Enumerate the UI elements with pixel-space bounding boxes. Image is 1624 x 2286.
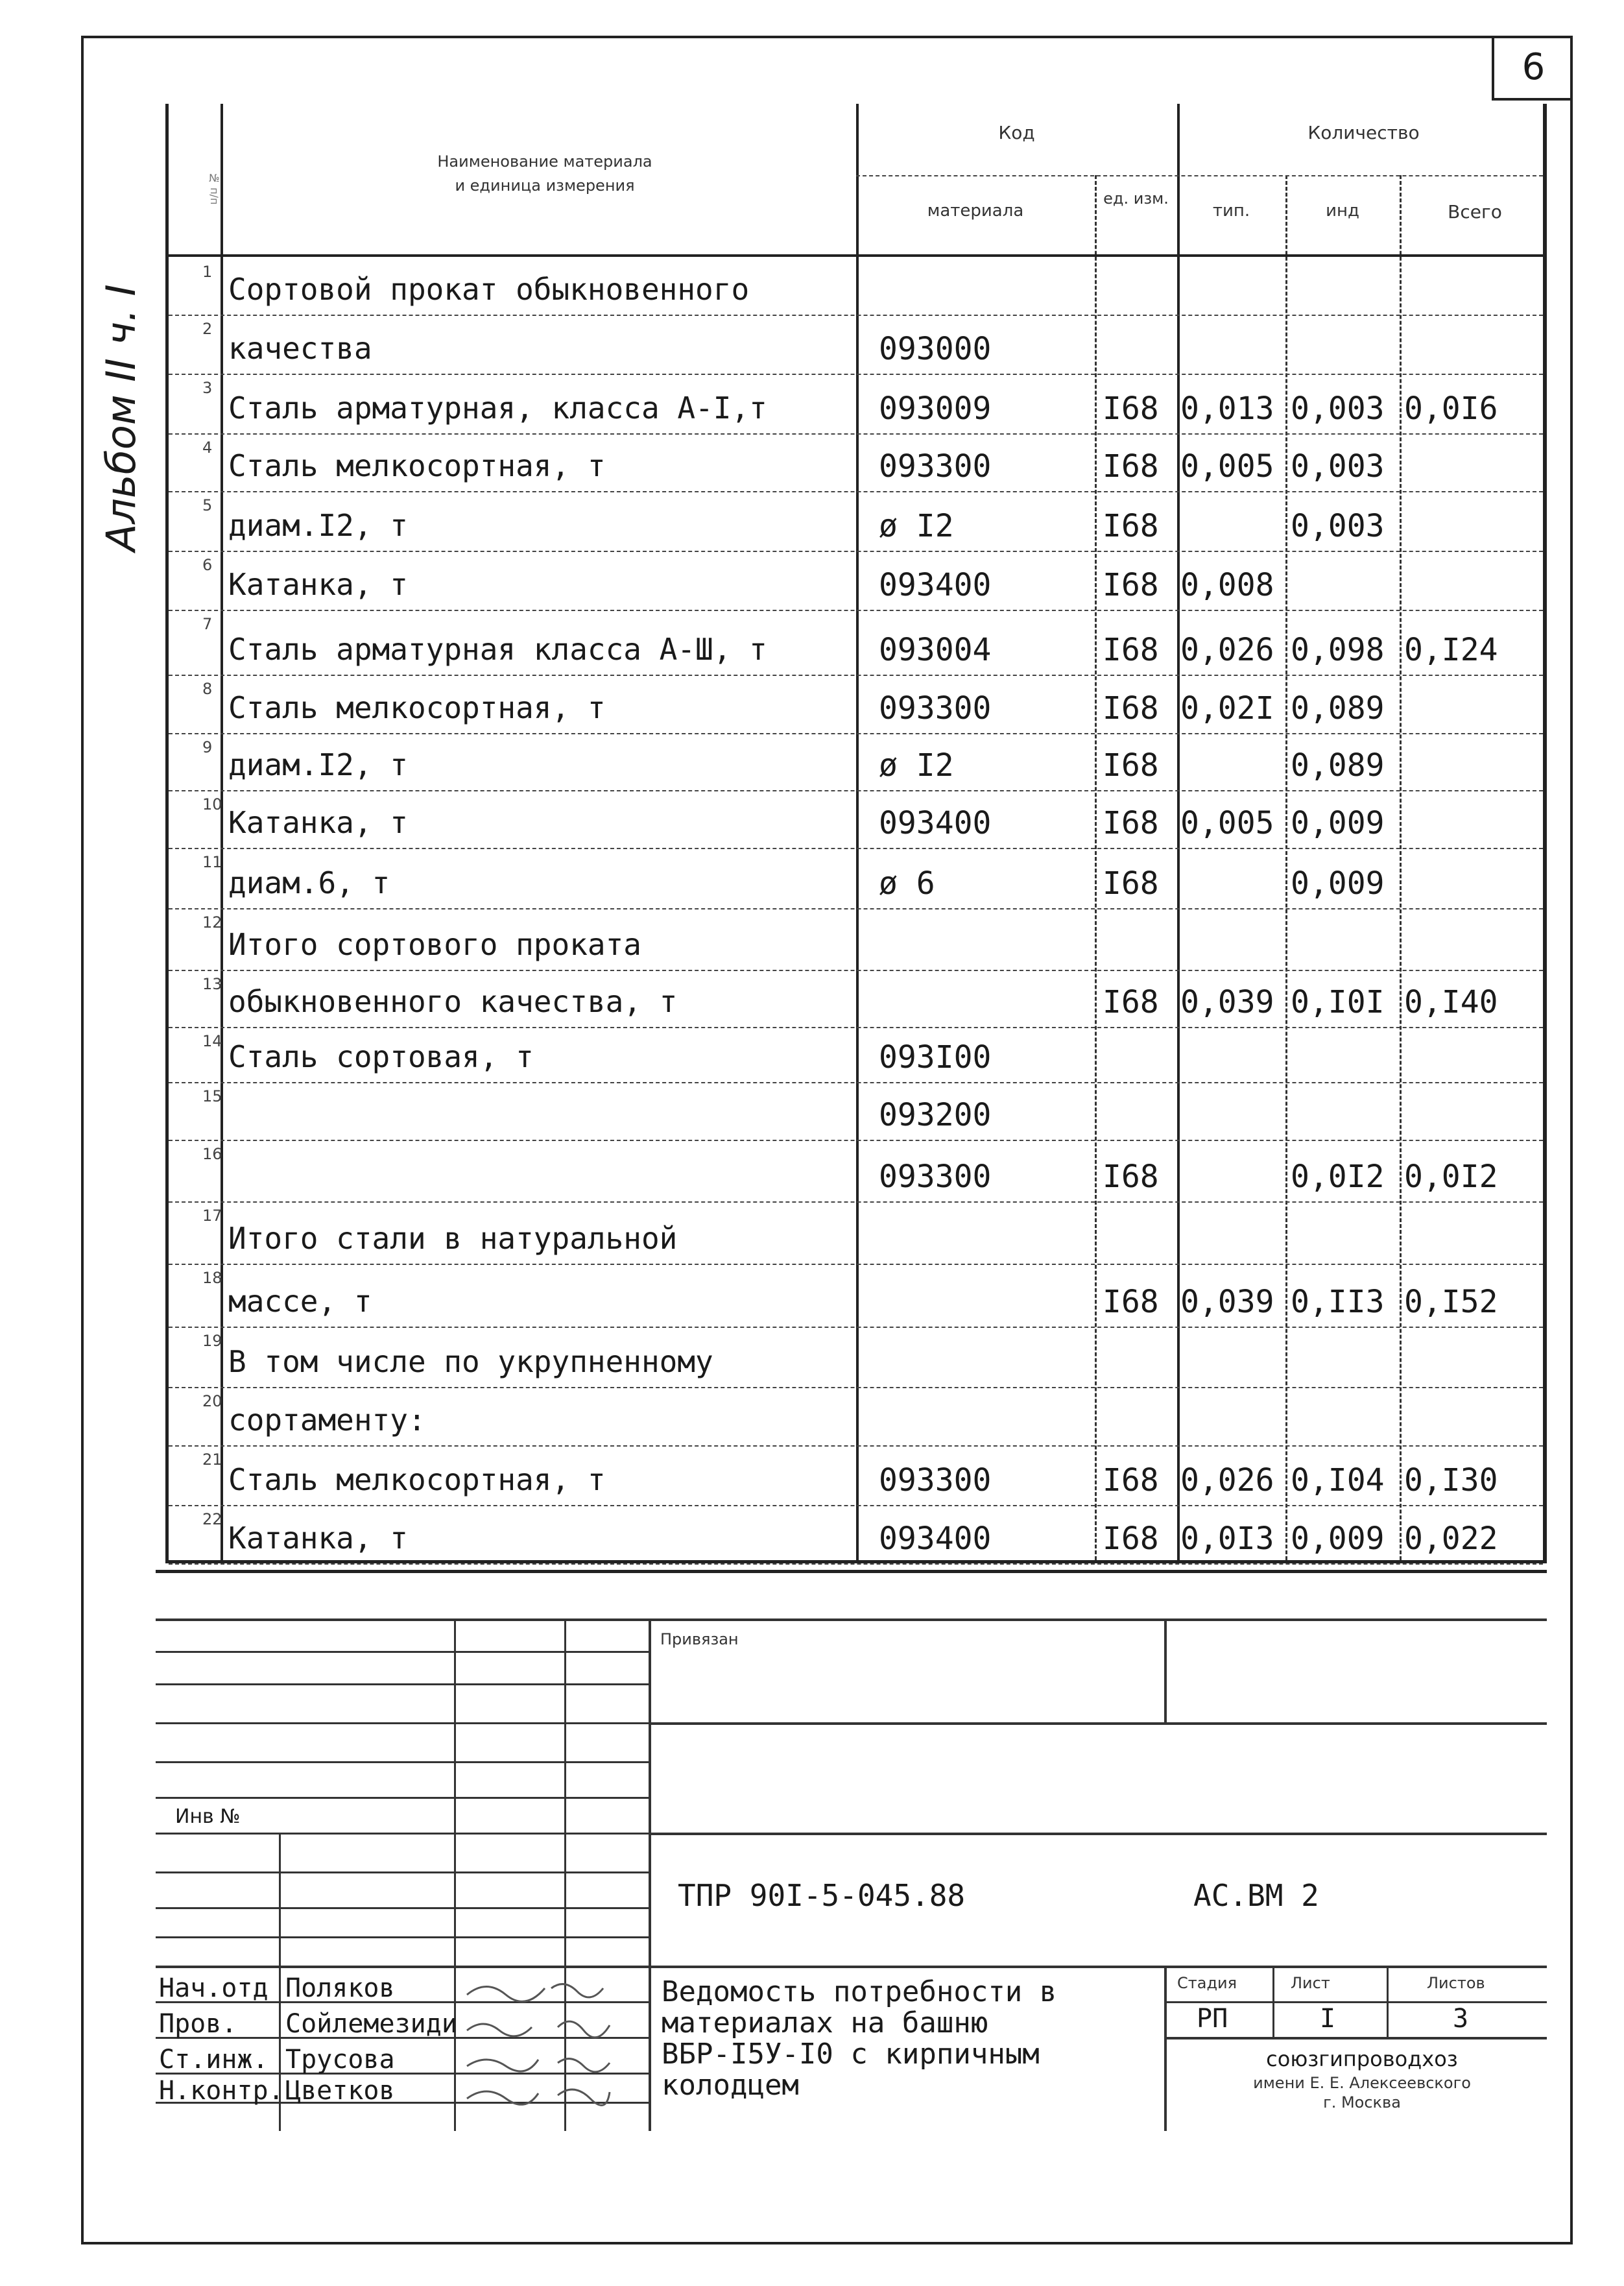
cell-unit: I68: [1103, 448, 1159, 485]
stamp-line: [649, 1966, 1547, 1968]
cell-name: обыкновенного качества, т: [228, 984, 678, 1019]
cell-unit: I68: [1103, 567, 1159, 603]
cell-ind: 0,009: [1291, 865, 1385, 902]
cell-typ: 0,02I: [1180, 690, 1274, 727]
cell-code: 093000: [879, 331, 992, 367]
cell-total: 0,0I6: [1404, 391, 1498, 427]
cell-ind: 0,003: [1291, 448, 1385, 485]
cell-name: Итого стали в натуральной: [228, 1221, 678, 1256]
stage-label: Стадия: [1177, 1974, 1237, 1992]
name-header-1: Наименование материала: [437, 152, 652, 171]
row-number: 2: [202, 320, 213, 338]
cell-name: диам.I2, т: [228, 508, 408, 543]
tied-label: Привязан: [660, 1630, 739, 1648]
stamp-vline: [1272, 1966, 1274, 2037]
col-line: [856, 104, 859, 1560]
album-label: Альбом II ч. I: [97, 284, 145, 551]
cell-unit: I68: [1103, 805, 1159, 841]
row-number: 21: [202, 1450, 222, 1469]
cell-name: сортаменту:: [228, 1402, 426, 1438]
row-line: [169, 551, 1543, 552]
stamp-line: [156, 1966, 649, 1968]
stamp-line: [156, 1833, 649, 1835]
cell-unit: I68: [1103, 508, 1159, 544]
stamp-line: [156, 1936, 649, 1938]
cell-total: 0,I52: [1404, 1284, 1498, 1320]
cell-unit: I68: [1103, 747, 1159, 784]
cell-ind: 0,003: [1291, 508, 1385, 544]
row-line: [169, 1140, 1543, 1141]
cell-code: 093I00: [879, 1039, 992, 1076]
cell-ind: 0,089: [1291, 747, 1385, 784]
row-number: 8: [202, 680, 213, 698]
row-line: [169, 733, 1543, 734]
stamp-line: [649, 1722, 1547, 1725]
cell-code: ø 6: [879, 865, 935, 902]
row-line: [169, 1264, 1543, 1265]
col-line: [1177, 104, 1180, 1560]
cell-ind: 0,009: [1291, 1521, 1385, 1557]
row-line: [169, 675, 1543, 676]
cell-typ: 0,039: [1180, 1284, 1274, 1320]
row-number: 4: [202, 439, 213, 457]
row-number: 3: [202, 379, 213, 397]
cell-code: 093300: [879, 1159, 992, 1195]
organization-city: г. Москва: [1323, 2093, 1401, 2112]
cell-code: 093400: [879, 567, 992, 603]
row-line: [169, 970, 1543, 971]
row-number: 22: [202, 1510, 222, 1528]
sheet-code: АС.ВМ 2: [1193, 1878, 1319, 1913]
cell-unit: I68: [1103, 1462, 1159, 1498]
cell-code: 093009: [879, 391, 992, 427]
stamp-vline: [1164, 1618, 1167, 1722]
row-number: 5: [202, 496, 213, 514]
unit-header: ед. изм.: [1103, 189, 1169, 208]
role-4: Н.контр.: [159, 2076, 284, 2106]
row-number: 20: [202, 1392, 222, 1410]
stamp-vline: [1387, 1966, 1389, 2037]
row-number: 15: [202, 1087, 222, 1105]
row-number: 18: [202, 1269, 222, 1287]
cell-typ: 0,013: [1180, 391, 1274, 427]
cell-typ: 0,039: [1180, 984, 1274, 1020]
col-line: [1285, 175, 1287, 1560]
row-line: [169, 315, 1543, 316]
cell-name: Сталь мелкосортная, т: [228, 690, 606, 725]
signatures: [460, 1969, 649, 2131]
sheets-label: Листов: [1427, 1974, 1485, 1992]
stamp-line: [156, 1618, 1547, 1621]
title-block: [156, 1570, 1547, 2128]
cell-code: 093300: [879, 448, 992, 485]
cell-ind: 0,089: [1291, 690, 1385, 727]
row-line: [169, 1082, 1543, 1083]
stage-value: РП: [1197, 2004, 1228, 2034]
cell-typ: 0,026: [1180, 632, 1274, 668]
row-number: 6: [202, 556, 213, 574]
row-number: 12: [202, 913, 222, 932]
row-number: 19: [202, 1332, 222, 1350]
cell-ind: 0,003: [1291, 391, 1385, 427]
document-code: ТПР 90I-5-045.88: [678, 1878, 966, 1913]
name-3: Трусова: [285, 2045, 395, 2075]
organization-name: союзгипроводхоз: [1266, 2047, 1458, 2071]
cell-name: Сталь сортовая, т: [228, 1039, 534, 1074]
cell-code: 093300: [879, 690, 992, 727]
stamp-line: [156, 1907, 649, 1909]
row-line: [169, 1327, 1543, 1328]
row-line: [169, 908, 1543, 909]
cell-name: Итого сортового проката: [228, 927, 641, 962]
ind-header: инд: [1326, 201, 1359, 221]
name-header-2: и единица измерения: [455, 176, 635, 195]
col-line: [1095, 175, 1097, 1560]
stamp-line: [1164, 2037, 1547, 2039]
cell-code: 093400: [879, 805, 992, 841]
cell-name: массе, т: [228, 1284, 372, 1319]
cell-ind: 0,009: [1291, 805, 1385, 841]
sheets-value: 3: [1453, 2004, 1469, 2034]
cell-typ: 0,026: [1180, 1462, 1274, 1498]
total-header: Всего: [1448, 201, 1502, 223]
stamp-line: [156, 1871, 649, 1873]
row-number: 14: [202, 1032, 222, 1050]
name-2: Сойлемезиди: [285, 2009, 457, 2039]
cell-typ: 0,0I3: [1180, 1521, 1274, 1557]
title-line-4: колодцем: [662, 2069, 799, 2102]
cell-ind: 0,098: [1291, 632, 1385, 668]
row-line: [169, 848, 1543, 849]
cell-name: диам.6, т: [228, 865, 390, 900]
title-line-3: ВБР-I5У-I0 с кирпичным: [662, 2038, 1040, 2071]
cell-name: Сталь арматурная, класса А-I,т: [228, 391, 767, 426]
stamp-vline: [649, 1618, 651, 2131]
stamp-vline: [454, 1618, 456, 2131]
cell-code: 093200: [879, 1097, 992, 1133]
title-line-2: материалах на башню: [662, 2006, 988, 2039]
cell-unit: I68: [1103, 1521, 1159, 1557]
row-number: 10: [202, 795, 222, 813]
sheet-label: Лист: [1291, 1974, 1330, 1992]
cell-typ: 0,008: [1180, 567, 1274, 603]
row-number: 17: [202, 1207, 222, 1225]
stamp-line: [156, 1797, 649, 1799]
materials-table: [165, 104, 1547, 1563]
row-line: [169, 374, 1543, 375]
row-line: [169, 433, 1543, 435]
material-code-header: материала: [927, 201, 1024, 221]
header-line: [169, 254, 1543, 257]
cell-code: 093400: [879, 1521, 992, 1557]
sheet-value: I: [1320, 2004, 1336, 2034]
cell-unit: I68: [1103, 1159, 1159, 1195]
row-line: [169, 1445, 1543, 1447]
cell-total: 0,I40: [1404, 984, 1498, 1020]
cell-code: 093004: [879, 632, 992, 668]
row-line: [169, 1505, 1543, 1506]
typ-header: тип.: [1212, 201, 1250, 221]
cell-unit: I68: [1103, 391, 1159, 427]
stamp-line: [156, 1683, 649, 1685]
cell-name: В том числе по укрупненному: [228, 1344, 713, 1379]
cell-name: Катанка, т: [228, 567, 408, 602]
header-line: [856, 175, 1543, 176]
cell-ind: 0,0I2: [1291, 1159, 1385, 1195]
col-line: [1400, 175, 1402, 1560]
cell-typ: 0,005: [1180, 448, 1274, 485]
cell-unit: I68: [1103, 1284, 1159, 1320]
cell-code: ø I2: [879, 508, 954, 544]
cell-name: Катанка, т: [228, 1521, 408, 1556]
cell-name: Сталь арматурная класса А-Ш, т: [228, 632, 767, 667]
cell-total: 0,0I2: [1404, 1159, 1498, 1195]
stamp-line: [156, 1761, 649, 1763]
cell-total: 0,022: [1404, 1521, 1498, 1557]
row-line: [169, 1027, 1543, 1028]
cell-name: Сталь мелкосортная, т: [228, 448, 606, 483]
cell-unit: I68: [1103, 690, 1159, 727]
cell-name: Сортовой прокат обыкновенного: [228, 272, 750, 307]
cell-total: 0,I30: [1404, 1462, 1498, 1498]
title-line-1: Ведомость потребности в: [662, 1975, 1057, 2008]
code-header: Код: [998, 122, 1035, 143]
cell-unit: I68: [1103, 984, 1159, 1020]
row-number: 7: [202, 615, 213, 633]
row-line: [169, 790, 1543, 791]
cell-unit: I68: [1103, 865, 1159, 902]
stamp-line: [1164, 2001, 1547, 2003]
cell-code: ø I2: [879, 747, 954, 784]
row-number: 1: [202, 263, 213, 281]
cell-name: Сталь мелкосортная, т: [228, 1462, 606, 1497]
row-number-header: № п/п: [208, 171, 221, 205]
cell-name: Катанка, т: [228, 805, 408, 840]
stamp-line: [156, 1722, 649, 1724]
row-number: 16: [202, 1145, 222, 1163]
cell-code: 093300: [879, 1462, 992, 1498]
row-line: [169, 610, 1543, 611]
row-line: [169, 1563, 1543, 1565]
row-number: 11: [202, 853, 222, 871]
role-1: Нач.отд: [159, 1973, 269, 2003]
row-number: 13: [202, 975, 222, 993]
role-2: Пров.: [159, 2009, 237, 2039]
organization-named-after: имени Е. Е. Алексеевского: [1253, 2074, 1471, 2092]
cell-ind: 0,I0I: [1291, 984, 1385, 1020]
inventory-label: Инв №: [175, 1805, 241, 1828]
page-number: 6: [1492, 36, 1573, 101]
stamp-line: [156, 1651, 649, 1653]
quantity-header: Количество: [1308, 122, 1420, 143]
row-line: [169, 1387, 1543, 1388]
cell-ind: 0,II3: [1291, 1284, 1385, 1320]
row-line: [169, 491, 1543, 492]
cell-unit: I68: [1103, 632, 1159, 668]
cell-total: 0,I24: [1404, 632, 1498, 668]
cell-typ: 0,005: [1180, 805, 1274, 841]
cell-name: качества: [228, 331, 372, 366]
row-number: 9: [202, 738, 213, 756]
cell-name: диам.I2, т: [228, 747, 408, 782]
name-1: Поляков: [285, 1973, 395, 2003]
name-4: Цветков: [285, 2076, 395, 2106]
stamp-line: [649, 1833, 1547, 1835]
cell-ind: 0,I04: [1291, 1462, 1385, 1498]
role-3: Ст.инж.: [159, 2045, 269, 2075]
stamp-vline: [1164, 1966, 1167, 2131]
row-line: [169, 1201, 1543, 1203]
